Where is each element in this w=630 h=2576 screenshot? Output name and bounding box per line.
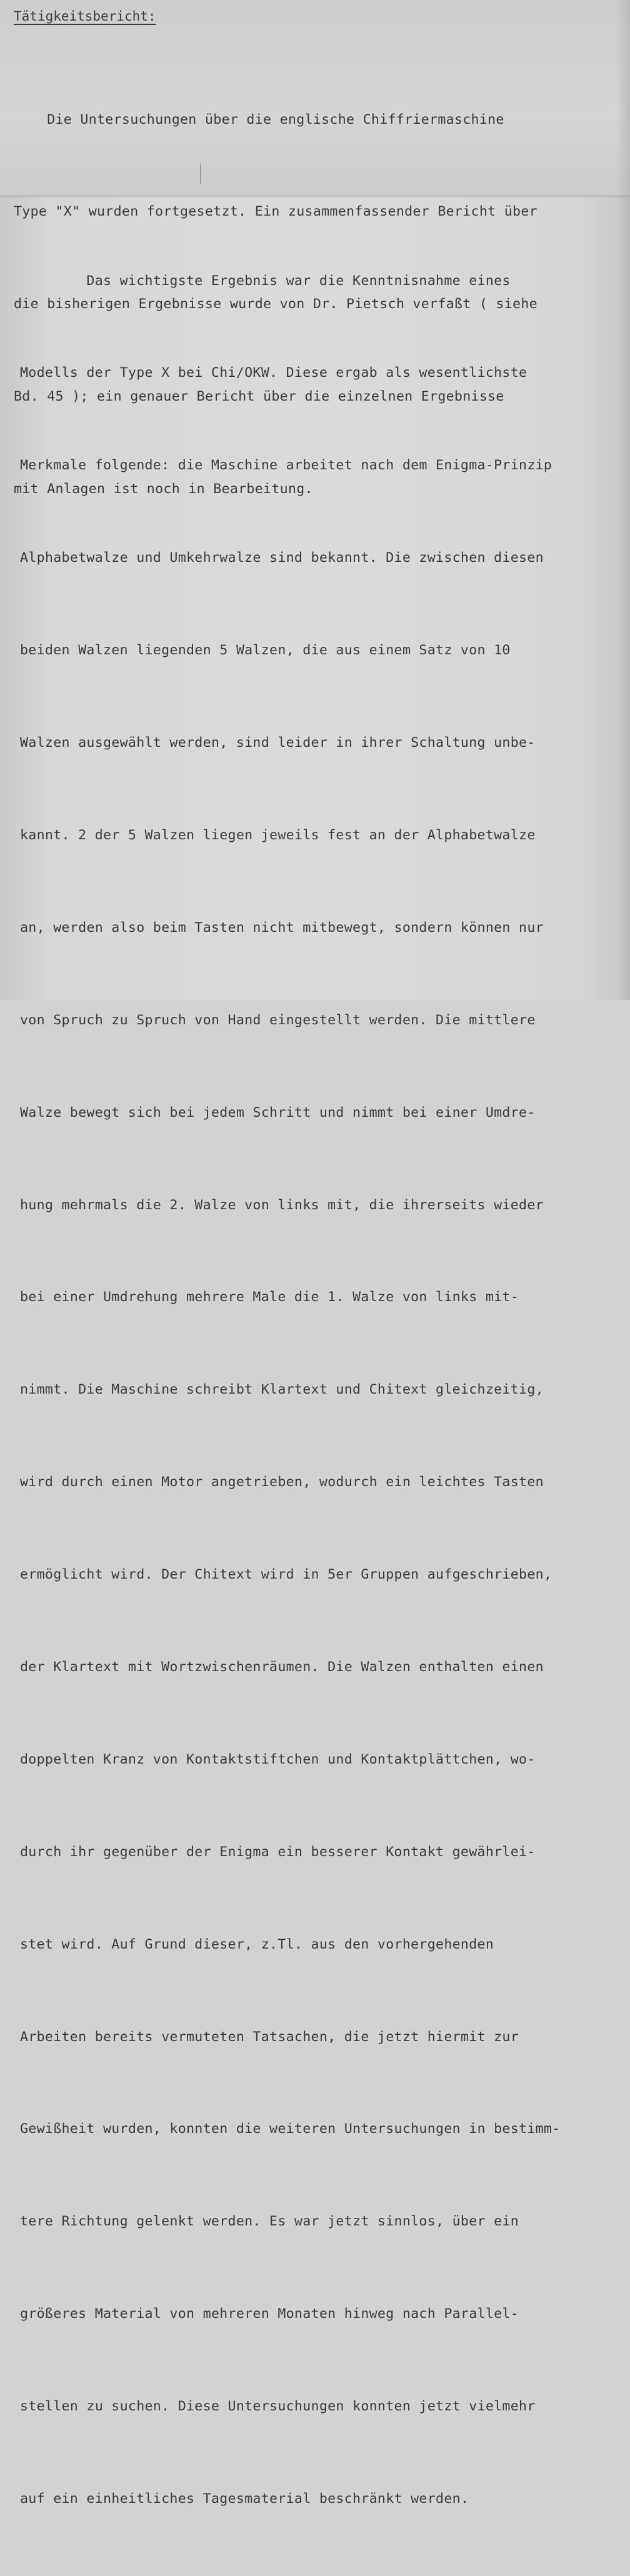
paragraph-2-line: nimmt. Die Maschine schreibt Klartext und Chitext gleichzeitig, <box>20 1382 544 1398</box>
paragraph-2-line: der Klartext mit Wortzwischenräumen. Die Walzen enthalten einen <box>20 1659 544 1675</box>
paragraph-2-line: tere Richtung gelenkt werden. Es war jetzt sinnlos, über ein <box>20 2214 519 2230</box>
paragraph-2-line: Walzen ausgewählt werden, sind leider in ihrer Schaltung unbe- <box>20 735 536 751</box>
paragraph-2-line: beiden Walzen liegenden 5 Walzen, die aus einem Satz von 10 <box>20 642 511 659</box>
paragraph-1-line: mit Anlagen ist noch in Bearbeitung. <box>14 481 313 497</box>
paragraph-2-line: wird durch einen Motor angetrieben, wodurch ein leichtes Tasten <box>20 1474 544 1490</box>
paragraph-2-line: Das wichtigste Ergebnis war die Kenntnisnahme eines <box>20 272 511 289</box>
paragraph-2-line: ermöglicht wird. Der Chitext wird in 5er Gruppen aufgeschrieben, <box>20 1567 552 1583</box>
paragraph-2-line: stellen zu suchen. Diese Untersuchungen konnten jetzt vielmehr <box>20 2399 536 2415</box>
paragraph-1-line: Die Untersuchungen über die englische Chiffriermaschine <box>14 111 504 127</box>
paragraph-2-line: Walze bewegt sich bei jedem Schritt und nimmt bei einer Umdre- <box>20 1104 536 1121</box>
paragraph-2-line: Alphabetwalze und Umkehrwalze sind bekannt. Die zwischen diesen <box>20 550 544 566</box>
paragraph-2-line: Modells der Type X bei Chi/OKW. Diese ergab als wesentlichste <box>20 365 528 381</box>
paragraph-2-line: stet wird. Auf Grund dieser, z.Tl. aus den vorhergehenden <box>20 1936 494 1952</box>
paragraph-1-line: die bisherigen Ergebnisse wurde von Dr. Pietsch verfaßt ( siehe <box>14 296 538 312</box>
paragraph-2-line: Gewißheit wurden, konnten die weiteren Untersuchungen in bestimm- <box>20 2121 561 2137</box>
page-edge-shadow <box>616 0 630 1000</box>
paragraph-2-line: Merkmale folgende: die Maschine arbeitet nach dem Enigma-Prinzip <box>20 457 552 474</box>
paragraph-2-line: kannt. 2 der 5 Walzen liegen jeweils fest an der Alphabetwalze <box>20 827 536 843</box>
paragraph-2-line: hung mehrmals die 2. Walze von links mit, die ihrerseits wieder <box>20 1197 544 1213</box>
paragraph-1-line: Bd. 45 ); ein genauer Bericht über die einzelnen Ergebnisse <box>14 389 504 405</box>
paragraph-2-line: Arbeiten bereits vermuteten Tatsachen, die jetzt hiermit zur <box>20 2029 519 2045</box>
paragraph-2-line: auf ein einheitliches Tagesmaterial beschränkt werden. <box>20 2490 469 2507</box>
paragraph-2 <box>20 204 561 2576</box>
paragraph-2-line: bei einer Umdrehung mehrere Male die 1. Walze von links mit- <box>20 1289 519 1305</box>
paragraph-2-line: von Spruch zu Spruch von Hand eingestellt werden. Die mittlere <box>20 1012 536 1028</box>
report-heading: Tätigkeitsbericht: <box>14 9 156 24</box>
paragraph-1-line: Type "X" wurden fortgesetzt. Ein zusammenfassender Bericht über <box>14 204 538 220</box>
paragraph-2-line: durch ihr gegenüber der Enigma ein besserer Kontakt gewährlei- <box>20 1844 536 1860</box>
paragraph-2-line: doppelten Kranz von Kontaktstiftchen und Kontaktplättchen, wo- <box>20 1751 536 1767</box>
paragraph-2-line: größeres Material von mehreren Monaten hinweg nach Parallel- <box>20 2306 519 2322</box>
paragraph-2-line: an, werden also beim Tasten nicht mitbewegt, sondern können nur <box>20 919 544 936</box>
